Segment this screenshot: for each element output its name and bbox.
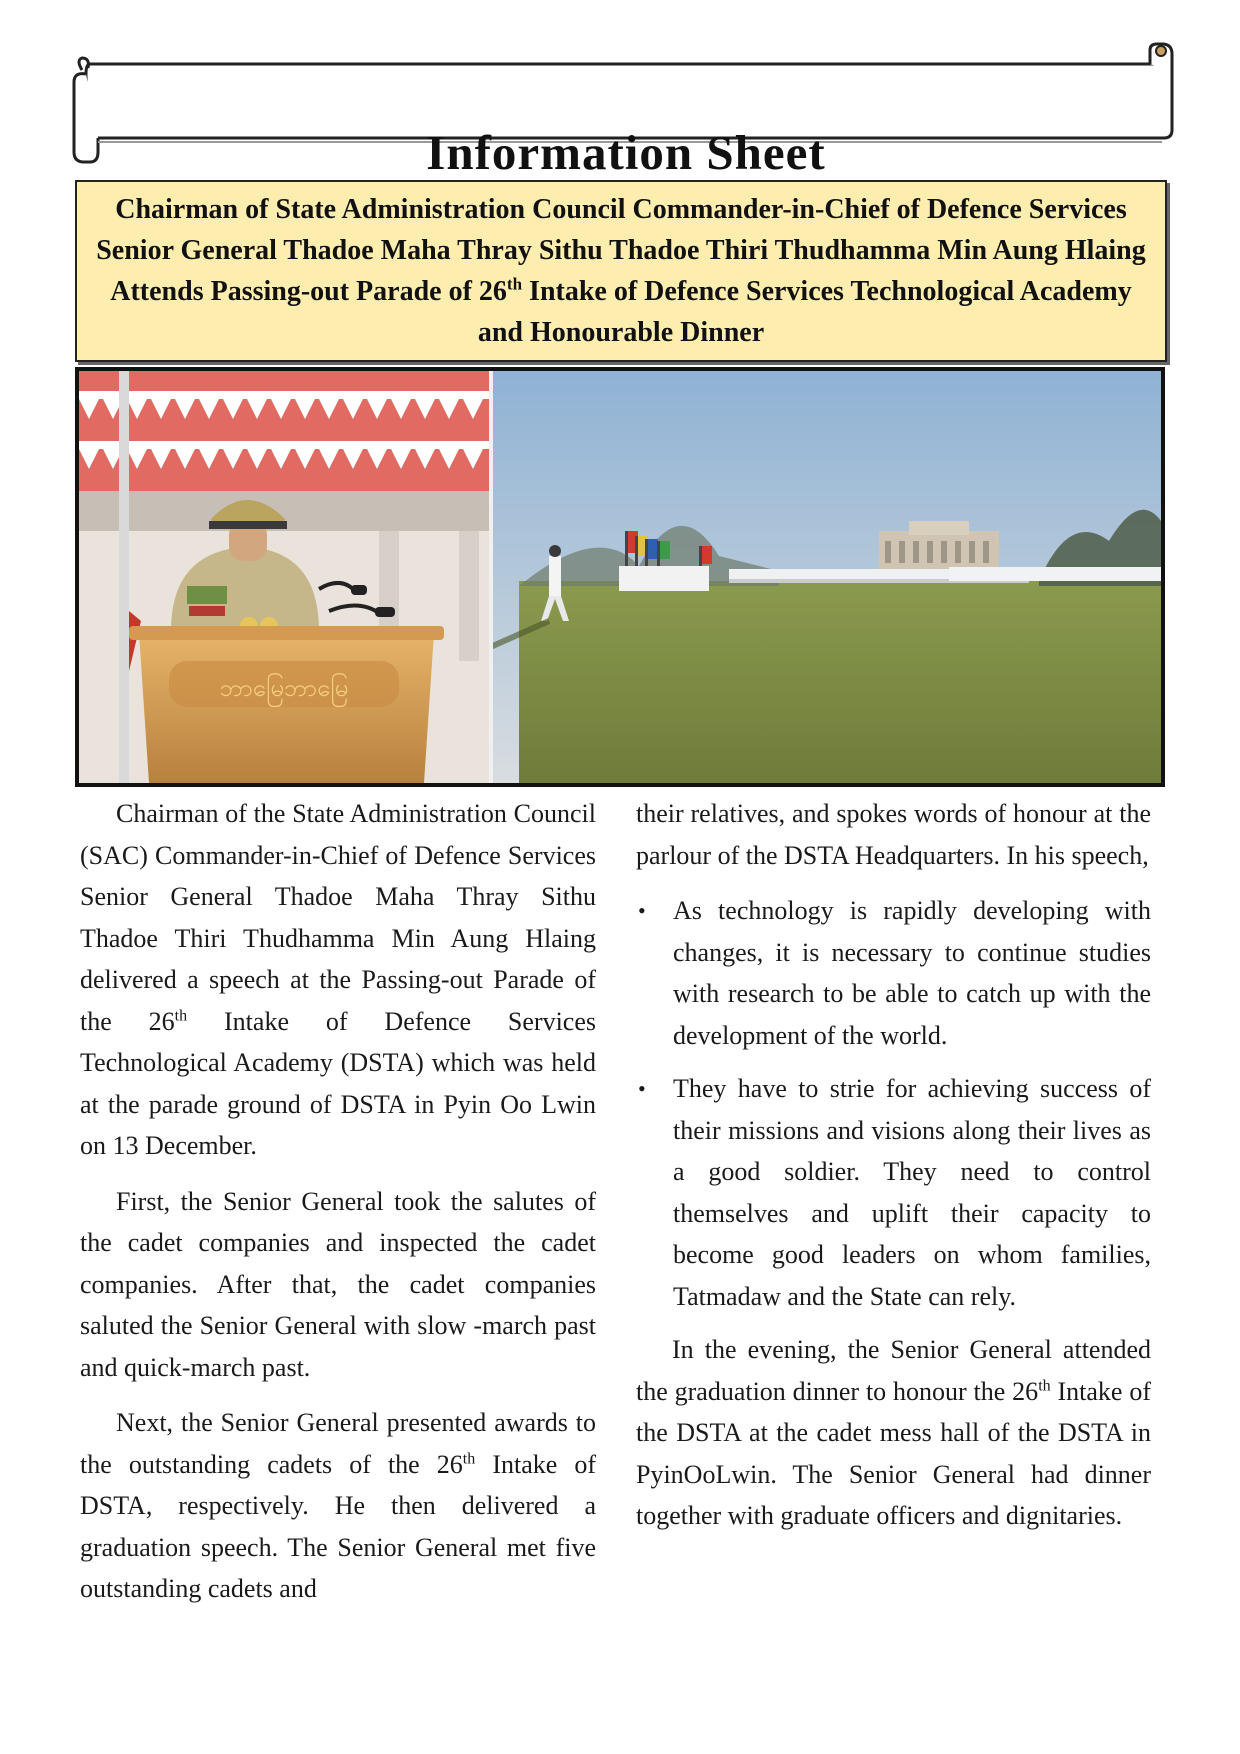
title-banner xyxy=(72,42,1180,180)
paragraph-text: Next, the Senior General presented awards to the outstanding cadets of the 26 xyxy=(80,1408,596,1479)
article-paragraph: their relatives, and spokes words of honour at the parlour of the DSTA Headquarters. In his speech, xyxy=(636,799,1151,870)
article-column-left xyxy=(80,793,596,1624)
parade-photo-illustration xyxy=(79,371,1161,783)
superscript: th xyxy=(1038,1376,1051,1394)
podium-inscription: ဘာမြေဘာမြေ xyxy=(219,674,349,702)
paragraph-text: In the evening, the Senior General attended the graduation dinner to honour the 26 xyxy=(636,1335,1151,1406)
bullet-icon: • xyxy=(638,898,646,923)
superscript: th xyxy=(174,1006,188,1024)
headline-text-1: Chairman of State Administration Council Commander-in-Chief of Defence Services Senior General Thadoe Maha Thray Sithu Thadoe Thiri Thudhamma Min Aung Hlaing Attends Passing-out Parade of 26 xyxy=(96,194,1146,307)
article-paragraph xyxy=(80,793,596,1167)
page-title: Information Sheet xyxy=(426,125,826,180)
superscript: th xyxy=(462,1449,476,1467)
list-item-text: They have to strie for achieving success of their missions and visions along their lives as a good soldier. They need to control themselves and uplift their capacity to become good leaders on whom families, Tatmadaw and the State can rely. xyxy=(673,1074,1151,1311)
paragraph-text: Intake of DSTA, respectively. He then delivered a graduation speech. The Senior General met five outstanding cadets and xyxy=(80,1449,596,1603)
headline xyxy=(77,189,1165,353)
paragraph-text: Intake of the DSTA at the cadet mess hall of the DSTA in PyinOoLwin. The Senior General had dinner together with graduate officers and dignitaries. xyxy=(636,1376,1151,1530)
headline-text-2: Intake of Defence Services Technological Academy and Honourable Dinner xyxy=(477,276,1132,348)
article-paragraph xyxy=(80,1402,596,1610)
list-item xyxy=(636,1068,1151,1317)
paragraph-text: Chairman of the State Administration Council (SAC) Commander-in-Chief of Defence Services Senior General Thadoe Maha Thray Sithu Thadoe Thiri Thudhamma Min Aung Hlaing delivered a speech at the Passing-out Parade of the 26 xyxy=(80,799,596,1036)
headline-superscript: th xyxy=(506,274,523,294)
paragraph-text: Intake of Defence Services Technological Academy (DSTA) which was held at the parade ground of DSTA in Pyin Oo Lwin on 13 December. xyxy=(80,1006,597,1160)
news-photo xyxy=(75,367,1165,787)
article-paragraph xyxy=(636,1329,1151,1537)
speech-points-list xyxy=(636,890,1151,1317)
list-item-text: As technology is rapidly developing with changes, it is necessary to continue studies with research to be able to catch up with the development of the world. xyxy=(673,896,1151,1050)
list-item xyxy=(636,890,1151,1056)
headline-box xyxy=(75,180,1167,362)
article-column-right xyxy=(636,793,1151,1551)
article-paragraph: First, the Senior General took the salutes of the cadet companies and inspected the cadet companies. After that, the cadet companies saluted the Senior General with slow -march past and quick-march past. xyxy=(80,1186,596,1382)
bullet-icon: • xyxy=(638,1076,646,1101)
